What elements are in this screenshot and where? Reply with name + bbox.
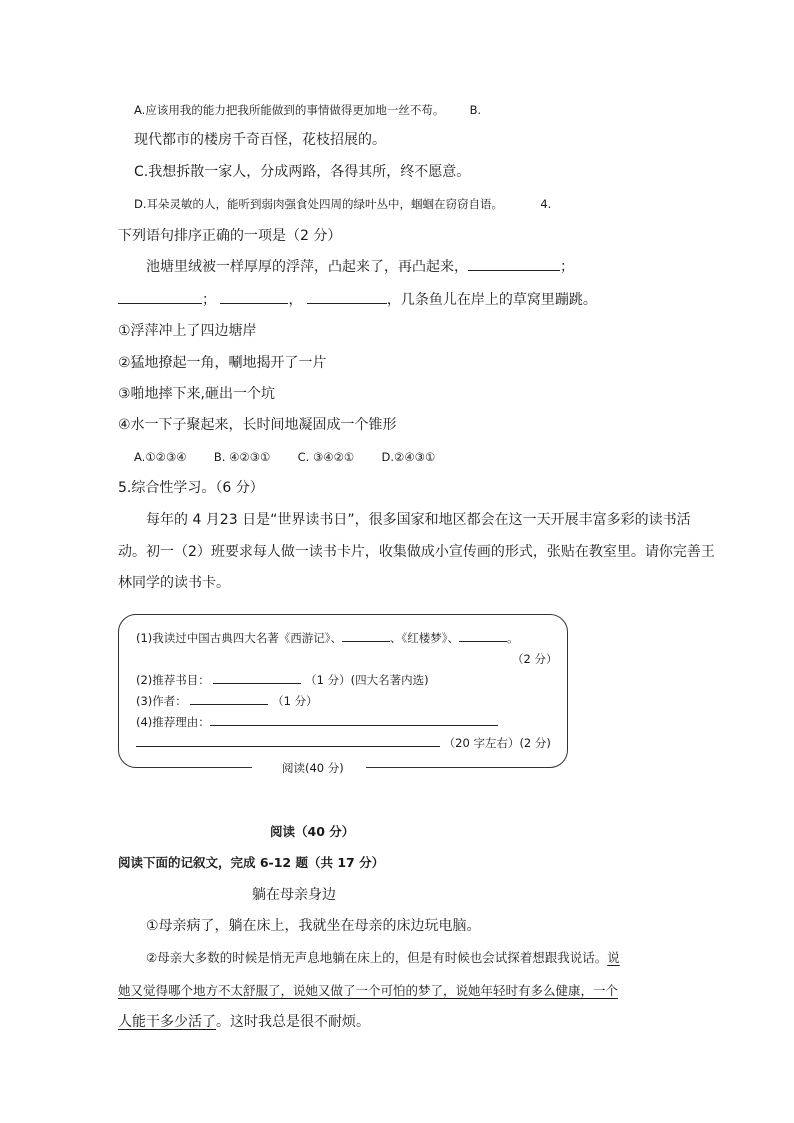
story-paragraph-1: ①母亲病了，躺在床上，我就坐在母亲的床边玩电脑。 [146, 918, 481, 934]
card-line-2-note: （1 分）(四大名著内选) [305, 673, 429, 687]
card-line-1-end: 。 [507, 631, 519, 645]
option-d-text: D.耳朵灵敏的人，能听到弱肉强食处四周的绿叶丛中，蝈蝈在窃窃自语。 [134, 197, 504, 211]
card-line-5-note: （20 字左右）(2 分) [443, 736, 551, 750]
q5-paragraph-line-2: 动。初一（2）班要求每人做一读书卡片，收集做成小宣传画的形式，张贴在教室里。请你完善王 [118, 544, 715, 560]
question-4-number: 4. [540, 197, 552, 211]
passage-line-1 [146, 258, 574, 276]
card-line-5 [136, 736, 551, 751]
card-line-4 [136, 715, 498, 730]
card-line-1-text: (1)我读过中国古典四大名著《西游记》、 [136, 631, 343, 645]
reading-instruction: 阅读下面的记叙文，完成 6-12 题（共 17 分） [118, 855, 385, 870]
answer-blank-3[interactable] [220, 291, 288, 304]
order-item-1: ①浮萍冲上了四边塘岸 [118, 323, 257, 339]
card-line-2 [136, 673, 429, 688]
passage-end: ，几条鱼儿在岸上的草窝里蹦跳。 [386, 292, 597, 308]
card-line-2-label: (2)推荐书目： [136, 673, 210, 687]
q5-paragraph-line-3: 林同学的读书卡。 [118, 575, 230, 591]
choice-d[interactable]: D.②④③① [381, 450, 436, 464]
card-bottom-label: 阅读(40 分) [282, 761, 344, 775]
option-c: C.我想拆散一家人，分成两路，各得其所，终不愿意。 [134, 164, 471, 180]
underlined-text: 说 [607, 950, 620, 965]
answer-blank-4[interactable] [307, 291, 387, 304]
option-a [134, 101, 481, 119]
paragraph-2-text: ②母亲大多数的时候是悄无声息地躺在床上的，但是有时候也会试探着想跟我说话。 [146, 950, 608, 965]
card-line-3-label: (3)作者： [136, 694, 187, 708]
choice-b[interactable]: B. ④②③① [213, 450, 271, 464]
separator: ； [560, 259, 574, 275]
q5-paragraph-line-1: 每年的 4 月23 日是“世界读书日”，很多国家和地区都会在这一天开展丰富多彩的读书活 [146, 512, 691, 528]
card-blank-5[interactable] [210, 715, 498, 726]
card-score-1: （2 分） [512, 652, 558, 666]
order-item-3: ③啪地摔下来,砸出一个坑 [118, 386, 276, 402]
answer-blank-2[interactable] [118, 291, 202, 304]
separator: ； [202, 292, 216, 308]
card-line-4-label: (4)推荐理由： [136, 715, 210, 729]
card-blank-1[interactable] [342, 631, 390, 642]
card-blank-3[interactable] [213, 673, 301, 684]
card-line-1 [136, 631, 519, 646]
underlined-text: 人能干多少活了 [118, 1014, 216, 1030]
option-b-text: 现代都市的楼房千奇百怪，花枝招展的。 [134, 132, 386, 148]
card-blank-6[interactable] [136, 736, 440, 747]
card-blank-2[interactable] [459, 631, 507, 642]
card-line-3-note: （1 分） [272, 694, 318, 708]
order-item-4: ④水一下子聚起来，长时间地凝固成一个锥形 [118, 417, 397, 433]
story-title: 躺在母亲身边 [252, 887, 336, 903]
story-paragraph-2-line-2: 她又觉得哪个地方不太舒服了，说她又做了一个可怕的梦了，说她年轻时有多么健康，一个 [118, 983, 619, 998]
option-d [134, 195, 551, 213]
story-paragraph-2-line-3 [118, 1013, 370, 1031]
card-line-1-mid: 、《红楼梦》、 [390, 631, 460, 645]
answer-choices [134, 448, 435, 466]
paragraph-2-tail: 。这时我总是很不耐烦。 [216, 1014, 370, 1030]
choice-a[interactable]: A.①②③④ [134, 450, 187, 464]
order-item-2: ②猛地撩起一角，唰地揭开了一片 [118, 355, 327, 371]
story-paragraph-2-line-1 [146, 949, 620, 967]
reading-section-title: 阅读（40 分） [270, 824, 355, 839]
passage-text: 池塘里绒被一样厚厚的浮萍，凸起来了，再凸起来， [146, 259, 468, 275]
card-blank-4[interactable] [190, 694, 268, 705]
separator: ， [288, 292, 303, 308]
passage-line-2 [118, 291, 597, 309]
choice-c[interactable]: C. ③④②① [297, 450, 355, 464]
option-b-label: B. [469, 103, 482, 117]
card-line-3 [136, 694, 318, 709]
question-4-prompt: 下列语句排序正确的一项是（2 分） [118, 228, 342, 244]
question-5-title: 5.综合性学习。（6 分） [118, 480, 264, 496]
option-a-text: A.应该用我的能力把我所能做到的事情做得更加地一丝不苟。 [134, 103, 445, 117]
answer-blank-1[interactable] [468, 258, 560, 271]
